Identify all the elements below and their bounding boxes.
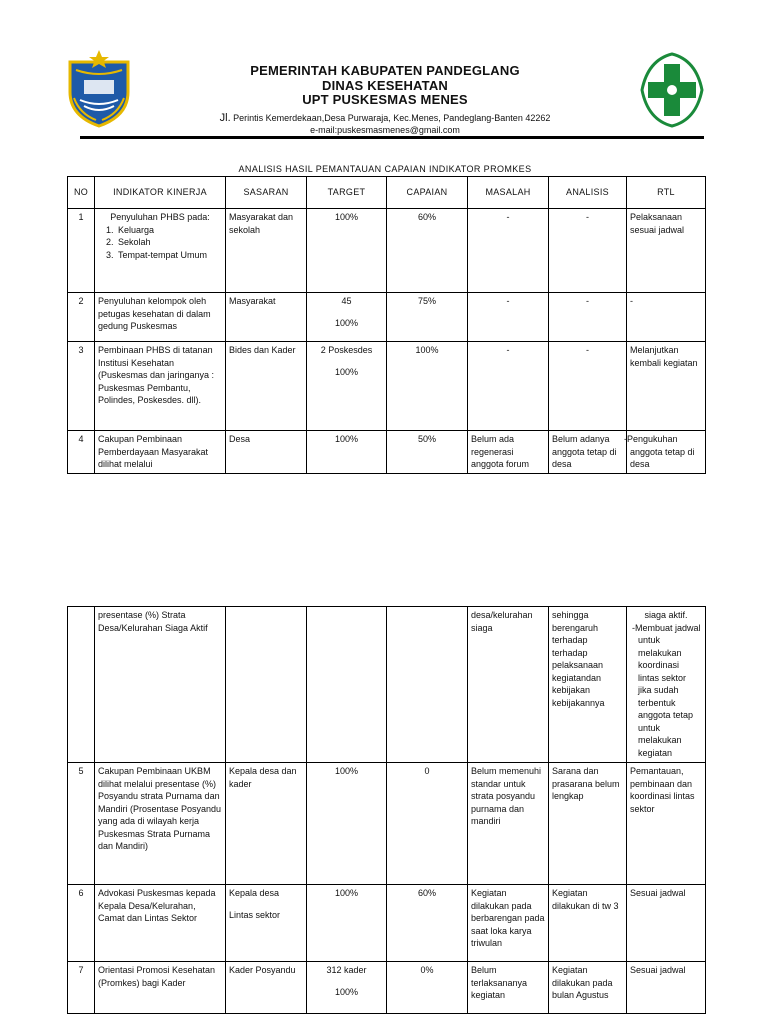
puskesmas-cross-icon	[640, 52, 704, 128]
table-row	[68, 885, 706, 962]
row-sasaran	[226, 607, 307, 763]
row-analisis: -	[549, 293, 627, 342]
row-masalah: -	[468, 293, 549, 342]
row-indikator: Orientasi Promosi Kesehatan (Promkes) bagi Kader	[95, 962, 226, 1014]
indicator-table-part2	[67, 606, 706, 1014]
address-text: Perintis Kemerdekaan,Desa Purwaraja, Kec.Menes, Pandeglang-Banten 42262	[233, 112, 551, 123]
row-sasaran: Bides dan Kader	[226, 342, 307, 431]
government-name: PEMERINTAH KABUPATEN PANDEGLANG	[250, 63, 520, 78]
row-masalah: Belum memenuhi standar untuk strata posyandu purnama dan mandiri	[468, 763, 549, 885]
row-masalah: desa/kelurahan siaga	[468, 607, 549, 763]
email-address: e-mail:puskesmasmenes@gmail.com	[310, 124, 460, 135]
row-indikator: Cakupan Pembinaan Pemberdayaan Masyarakat dilihat melalui	[95, 431, 226, 474]
row-sasaran: Kepala desa dan kader	[226, 763, 307, 885]
col-header-masalah: MASALAH	[468, 177, 549, 209]
department-name: DINAS KESEHATAN	[321, 77, 449, 93]
target-percent: 100%	[334, 986, 359, 997]
target-count: 2 Poskesdes	[320, 345, 373, 355]
row-capaian: 0%	[387, 962, 468, 1014]
row-analisis: Sarana dan prasarana belum lengkap	[549, 763, 627, 885]
row-rtl: Melanjutkan kembali kegiatan	[627, 342, 706, 431]
row-masalah: Kegiatan dilakukan pada berbarengan pada saat loka karya triwulan	[468, 885, 549, 962]
row-analisis: Kegiatan dilakukan pada bulan Agustus	[549, 962, 627, 1014]
row-sasaran: Kader Posyandu	[226, 962, 307, 1014]
row-indikator	[95, 209, 226, 293]
row-capaian: 50%	[387, 431, 468, 474]
target-count: 45	[341, 296, 352, 306]
col-header-analisis: ANALISIS	[549, 177, 627, 209]
row-capaian: 0	[387, 763, 468, 885]
table-row	[68, 209, 706, 293]
address	[136, 112, 634, 125]
row-target	[307, 607, 387, 763]
row-capaian: 75%	[387, 293, 468, 342]
row-sasaran: Masyarakat dan sekolah	[226, 209, 307, 293]
target-percent: 100%	[334, 366, 359, 377]
list-item: 2. Sekolah	[116, 236, 222, 249]
list-item: 3. Tempat-tempat Umum	[116, 249, 222, 262]
address-prefix: Jl.	[219, 111, 231, 124]
row-analisis: sehingga berengaruh terhadap terhadap pelaksanaan kegiatandan kebijakan kebijakannya	[549, 607, 627, 763]
row-no: 6	[68, 885, 95, 962]
table-row	[68, 763, 706, 885]
row-target: 100%	[307, 209, 387, 293]
col-header-target: TARGET	[307, 177, 387, 209]
table-row-continued	[68, 607, 706, 763]
indikator-list	[98, 224, 222, 262]
row-target: 100%	[307, 431, 387, 474]
letterhead	[66, 46, 704, 140]
row-sasaran: Masyarakat	[226, 293, 307, 342]
target-percent: 100%	[334, 317, 359, 328]
header-divider	[80, 136, 704, 139]
table-row	[68, 293, 706, 342]
col-header-rtl: RTL	[627, 177, 706, 209]
row-analisis: -	[549, 342, 627, 431]
row-target	[307, 342, 387, 431]
clinic-name: UPT PUSKESMAS MENES	[302, 92, 468, 107]
row-rtl: Sesuai jadwal	[627, 885, 706, 962]
table-row	[68, 962, 706, 1014]
row-indikator: Pembinaan PHBS di tatanan Institusi Kesehatan (Puskesmas dan jaringanya : Puskesmas Pembantu, Polindes, Poskesdes. dll).	[95, 342, 226, 431]
col-header-sasaran: SASARAN	[226, 177, 307, 209]
row-analisis: Kegiatan dilakukan di tw 3	[549, 885, 627, 962]
row-rtl: Pemantauan, pembinaan dan koordinasi lintas sektor	[627, 763, 706, 885]
row-indikator: Penyuluhan kelompok oleh petugas kesehatan di dalam gedung Puskesmas	[95, 293, 226, 342]
row-masalah: Belum ada regenerasi anggota forum	[468, 431, 549, 474]
regency-crest-icon	[66, 48, 132, 128]
row-indikator: Cakupan Pembinaan UKBM dilihat melalui presentase (%) Posyandu strata Purnama dan Mandiri (Prosentase Posyandu yang ada di wilayah kerja Puskesmas Strata Purnama dan Mandiri)	[95, 763, 226, 885]
table-row	[68, 342, 706, 431]
row-rtl: Pelaksanaan sesuai jadwal	[627, 209, 706, 293]
list-item: 1. Keluarga	[116, 224, 222, 237]
col-header-capaian: CAPAIAN	[387, 177, 468, 209]
row-sasaran	[226, 885, 307, 962]
row-target	[307, 293, 387, 342]
row-target: 100%	[307, 763, 387, 885]
row-capaian: 60%	[387, 885, 468, 962]
row-no: 2	[68, 293, 95, 342]
sasaran-line: Kepala desa	[229, 888, 280, 898]
target-count: 312 kader	[326, 965, 367, 975]
row-indikator: Advokasi Puskesmas kepada Kepala Desa/Kelurahan, Camat dan Lintas Sektor	[95, 885, 226, 962]
row-indikator: presentase (%) Strata Desa/Kelurahan Siaga Aktif	[95, 607, 226, 763]
row-no: 5	[68, 763, 95, 885]
row-rtl: -	[627, 293, 706, 342]
row-capaian: 100%	[387, 342, 468, 431]
indicator-table-part1	[67, 176, 706, 474]
row-no: 7	[68, 962, 95, 1014]
row-no: 3	[68, 342, 95, 431]
row-rtl: -Pengukuhan anggota tetap di desa	[627, 431, 706, 474]
table-row	[68, 431, 706, 474]
row-analisis: -	[549, 209, 627, 293]
sasaran-line: Lintas sektor	[229, 909, 281, 920]
row-target: 100%	[307, 885, 387, 962]
row-sasaran: Desa	[226, 431, 307, 474]
table-header-row	[68, 177, 706, 209]
row-no	[68, 607, 95, 763]
col-header-indikator: INDIKATOR KINERJA	[95, 177, 226, 209]
row-masalah: -	[468, 342, 549, 431]
row-no: 1	[68, 209, 95, 293]
indikator-lead: Penyuluhan PHBS pada:	[110, 212, 210, 222]
row-masalah: -	[468, 209, 549, 293]
row-rtl: Sesuai jadwal	[627, 962, 706, 1014]
row-analisis: Belum adanya anggota tetap di desa	[549, 431, 627, 474]
rtl-line: -Membuat jadwal untuk melakukan koordinasi lintas sektor jika sudah terbentuk anggota tetap untuk melakukan kegiatan	[632, 622, 701, 758]
row-masalah: Belum terlaksananya kegiatan	[468, 962, 549, 1014]
row-no: 4	[68, 431, 95, 474]
document-title: ANALISIS HASIL PEMANTAUAN CAPAIAN INDIKATOR PROMKES	[238, 164, 532, 174]
row-rtl	[627, 607, 706, 763]
row-capaian	[387, 607, 468, 763]
rtl-line: siaga aktif.	[644, 610, 688, 620]
col-header-no: NO	[68, 177, 95, 209]
row-capaian: 60%	[387, 209, 468, 293]
row-target	[307, 962, 387, 1014]
